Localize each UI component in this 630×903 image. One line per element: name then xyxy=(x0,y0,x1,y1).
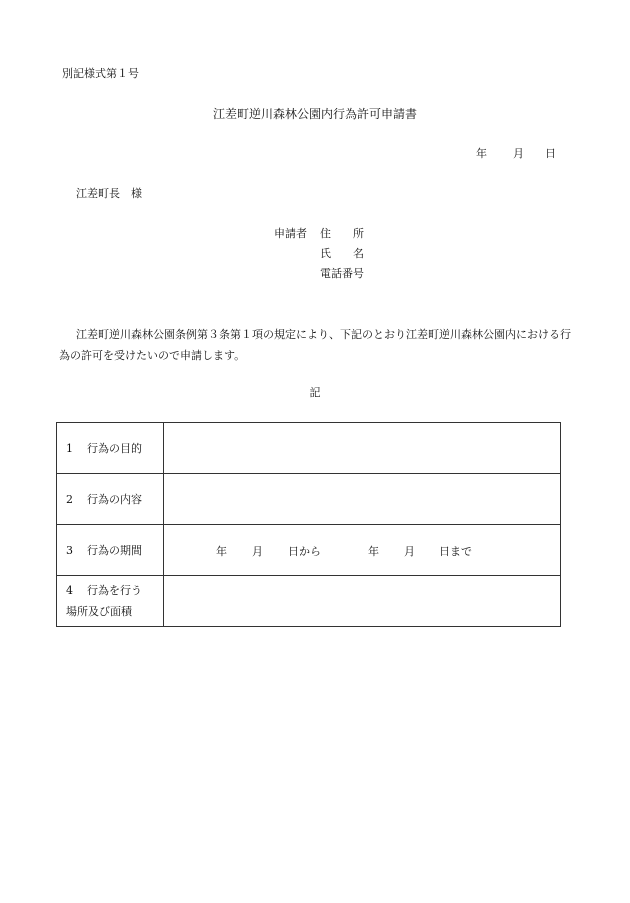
period-field[interactable] xyxy=(164,525,561,576)
row-label xyxy=(57,423,164,474)
row-label-text: 行為を行う xyxy=(87,584,142,597)
form-number: 別記様式第１号 xyxy=(62,67,139,80)
ki-heading: 記 xyxy=(309,386,321,399)
content-field[interactable] xyxy=(164,474,561,525)
row-number: 3 xyxy=(66,544,73,557)
row-number: 4 xyxy=(66,584,73,597)
row-label xyxy=(57,525,164,576)
date-month-label: 月 xyxy=(513,147,524,160)
applicant-name-label: 氏 名 xyxy=(320,247,364,260)
table-row xyxy=(57,525,561,576)
location-area-field[interactable] xyxy=(164,576,561,627)
row-label-text-line2: 場所及び面積 xyxy=(66,605,132,618)
row-label-text: 行為の内容 xyxy=(87,493,142,506)
applicant-label: 申請者 xyxy=(274,227,307,240)
document-title: 江差町逆川森林公園内行為許可申請書 xyxy=(212,107,417,121)
row-number: 1 xyxy=(66,442,73,455)
row-label-text: 行為の目的 xyxy=(87,442,142,455)
period-to-month: 月 xyxy=(404,545,415,558)
row-label xyxy=(57,474,164,525)
table-row xyxy=(57,423,561,474)
addressee: 江差町長 様 xyxy=(76,187,142,200)
date-day-label: 日 xyxy=(545,147,556,160)
table-row xyxy=(57,576,561,627)
applicant-address-label: 住 所 xyxy=(320,227,364,240)
row-label-text: 行為の期間 xyxy=(87,544,142,557)
period-from-year: 年 xyxy=(216,545,227,558)
period-to-day: 日まで xyxy=(439,545,472,558)
period-from-day: 日から xyxy=(288,545,321,558)
row-number: 2 xyxy=(66,493,73,506)
application-items-table xyxy=(56,422,561,627)
applicant-phone-label: 電話番号 xyxy=(320,267,364,280)
period-to-year: 年 xyxy=(368,545,379,558)
row-label xyxy=(57,576,164,627)
table-row xyxy=(57,474,561,525)
period-from-month: 月 xyxy=(252,545,263,558)
purpose-field[interactable] xyxy=(164,423,561,474)
date-year-label: 年 xyxy=(476,147,487,160)
request-statement: 江差町逆川森林公園条例第３条第１項の規定により、下記のとおり江差町逆川森林公園内における行為の許可を受けたいので申請します。 xyxy=(59,328,571,362)
